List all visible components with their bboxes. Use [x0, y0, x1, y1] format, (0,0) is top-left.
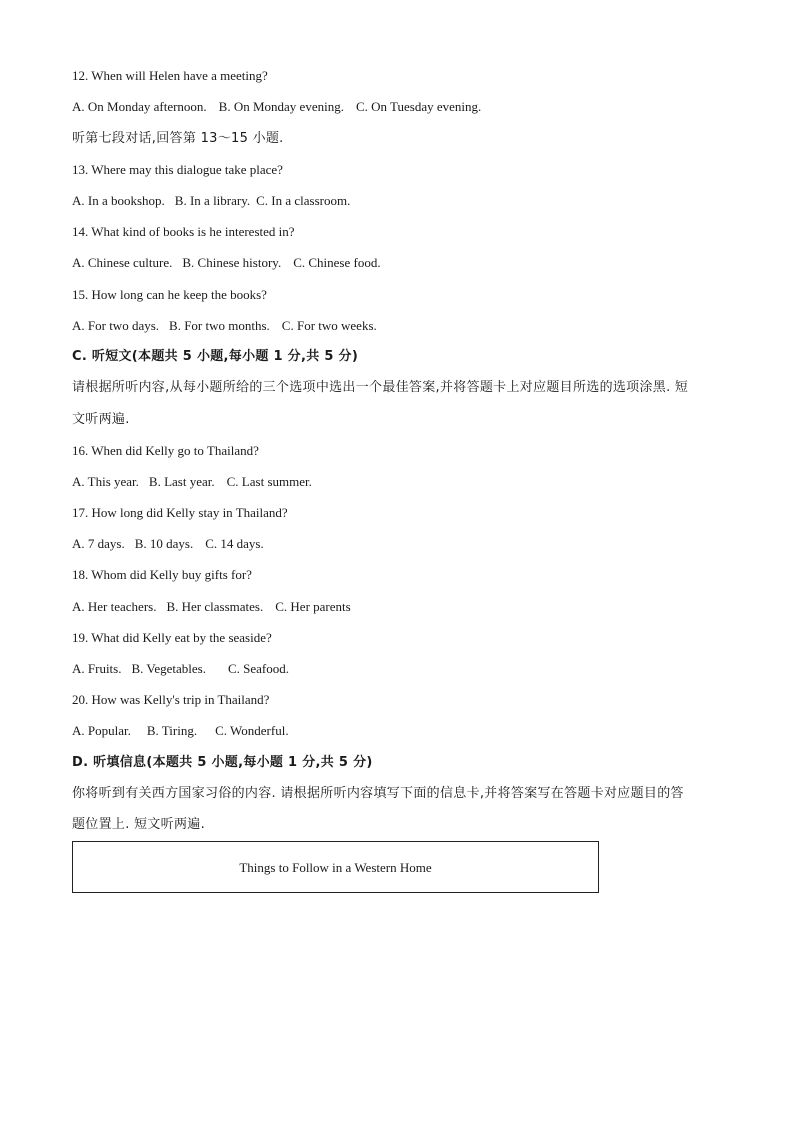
options-15: [72, 318, 377, 334]
options-19: [72, 661, 289, 677]
option-b: B. On Monday evening.: [218, 99, 344, 114]
question-20: 20. How was Kelly's trip in Thailand?: [72, 692, 270, 707]
option-c: C. Seafood.: [227, 661, 290, 676]
option-a: A. This year.: [72, 474, 139, 489]
options-18: [72, 599, 351, 615]
options-20: [72, 723, 289, 739]
question-18: 18. Whom did Kelly buy gifts for?: [72, 567, 252, 582]
section-c-instruction: 请根据所听内容,从每小题所给的三个选项中选出一个最佳答案,并将答题卡上对应题目所选的选项涂黑. 短: [72, 380, 689, 395]
option-a: A. 7 days.: [72, 536, 125, 551]
option-a: A. In a bookshop.: [72, 193, 165, 208]
options-17: [72, 536, 264, 552]
option-a: A. Fruits.: [72, 661, 122, 676]
option-c: C. Wonderful.: [215, 723, 289, 738]
option-c: C. Her parents: [275, 599, 351, 614]
info-card-title: Things to Follow in a Western Home: [239, 860, 432, 875]
section-d-instruction: 你将听到有关西方国家习俗的内容. 请根据所听内容填写下面的信息卡,并将答案写在答题卡对应题目的答: [72, 786, 684, 801]
question-19: 19. What did Kelly eat by the seaside?: [72, 630, 272, 645]
option-b: B. Tiring.: [146, 723, 198, 738]
option-b: B. Last year.: [148, 474, 215, 489]
option-c: C. Chinese food.: [293, 255, 381, 270]
option-b: B. In a library.: [174, 193, 251, 208]
option-a: A. For two days.: [72, 318, 160, 333]
option-b: B. For two months.: [169, 318, 270, 333]
question-16: 16. When did Kelly go to Thailand?: [72, 443, 259, 458]
option-c: C. For two weeks.: [281, 318, 377, 333]
info-card: [72, 841, 599, 893]
options-13: [72, 193, 350, 209]
option-a: A. Her teachers.: [72, 599, 157, 614]
question-12: 12. When will Helen have a meeting?: [72, 68, 268, 83]
section-d-heading: D. 听填信息(本题共 5 小题,每小题 1 分,共 5 分): [72, 755, 373, 770]
option-b: B. Chinese history.: [182, 255, 282, 270]
dialogue-7-instruction: 听第七段对话,回答第 13～15 小题.: [72, 131, 284, 146]
question-14: 14. What kind of books is he interested in?: [72, 224, 295, 239]
option-c: C. 14 days.: [205, 536, 264, 551]
option-b: B. 10 days.: [134, 536, 194, 551]
option-b: B. Vegetables.: [131, 661, 206, 676]
options-16: [72, 474, 312, 490]
options-12: [72, 99, 481, 115]
question-13: 13. Where may this dialogue take place?: [72, 162, 283, 177]
section-c-instruction-cont: 文听两遍.: [72, 412, 130, 427]
option-a: A. Chinese culture.: [72, 255, 173, 270]
question-17: 17. How long did Kelly stay in Thailand?: [72, 505, 288, 520]
option-c: C. In a classroom.: [256, 193, 351, 208]
question-15: 15. How long can he keep the books?: [72, 287, 267, 302]
option-a: A. On Monday afternoon.: [72, 99, 207, 114]
option-c: C. Last summer.: [226, 474, 312, 489]
section-c-heading: C. 听短文(本题共 5 小题,每小题 1 分,共 5 分): [72, 349, 359, 364]
section-d-instruction-cont: 题位置上. 短文听两遍.: [72, 817, 205, 832]
option-a: A. Popular.: [72, 723, 131, 738]
option-b: B. Her classmates.: [166, 599, 264, 614]
option-c: C. On Tuesday evening.: [355, 99, 482, 114]
options-14: [72, 255, 381, 271]
